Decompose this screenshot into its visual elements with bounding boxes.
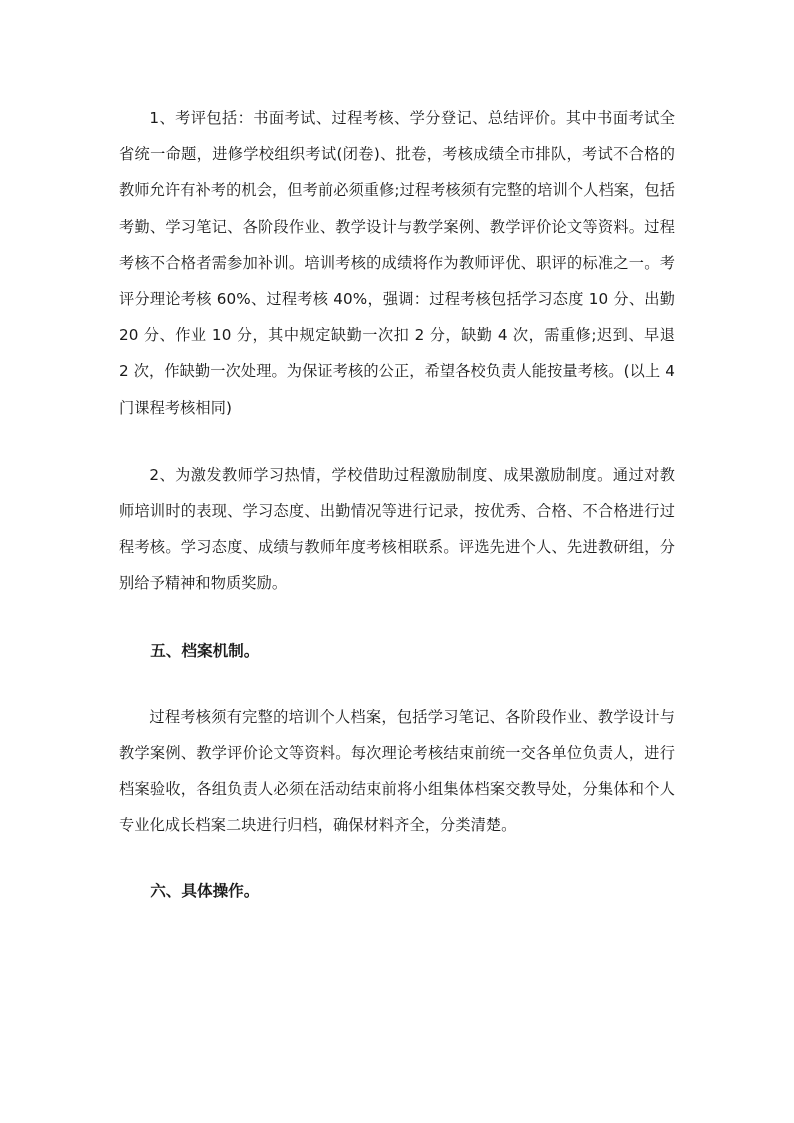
spacer [119, 602, 675, 633]
spacer [119, 426, 675, 457]
document-page [119, 100, 675, 909]
section-heading-operation: 六、具体操作。 [150, 882, 260, 901]
section-heading-archive: 五、档案机制。 [150, 641, 260, 660]
paragraph-archive: 过程考核须有完整的培训个人档案，包括学习笔记、各阶段作业、教学设计与教学案例、教学评价论文等资料。每次理论考核结束前统一交各单位负责人，进行档案验收，各组负责人必须在活动结束前将小组集体档案交教导处，分集体和个人专业化成长档案二块进行归档，确保材料齐全，分类清楚。 [119, 707, 675, 835]
paragraph-incentive: 2、为激发教师学习热情，学校借助过程激励制度、成果激励制度。通过对教师培训时的表现、学习态度、出勤情况等进行记录，按优秀、合格、不合格进行过程考核。学习态度、成绩与教师年度考核相联系。评选先进个人、先进教研组，分别给予精神和物质奖励。 [119, 465, 675, 593]
spacer [119, 843, 675, 873]
paragraph-assessment: 1、考评包括：书面考试、过程考核、学分登记、总结评价。其中书面考试全省统一命题，进修学校组织考试(闭卷)、批卷，考核成绩全市排队，考试不合格的教师允许有补考的机会，但考前必须重修;过程考核须有完整的培训个人档案，包括考勤、学习笔记、各阶段作业、教学设计与教学案例、教学评价论文等资料。过程考核不合格者需参加补训。培训考核的成绩将作为教师评优、职评的标准之一。考评分理论考核 60%、过程考核 40%，强调：过程考核包括学习态度 10 分、出勤 20 分、作业 10 分，其中规定缺勤一次扣 2 分，缺勤 4 次，需重修;迟到、早退 2 次，作缺勤一次处理。为保证考核的公正，希望各校负责人能按量考核。(以上 4 门课程考核相同) [119, 109, 675, 417]
spacer [119, 669, 675, 699]
